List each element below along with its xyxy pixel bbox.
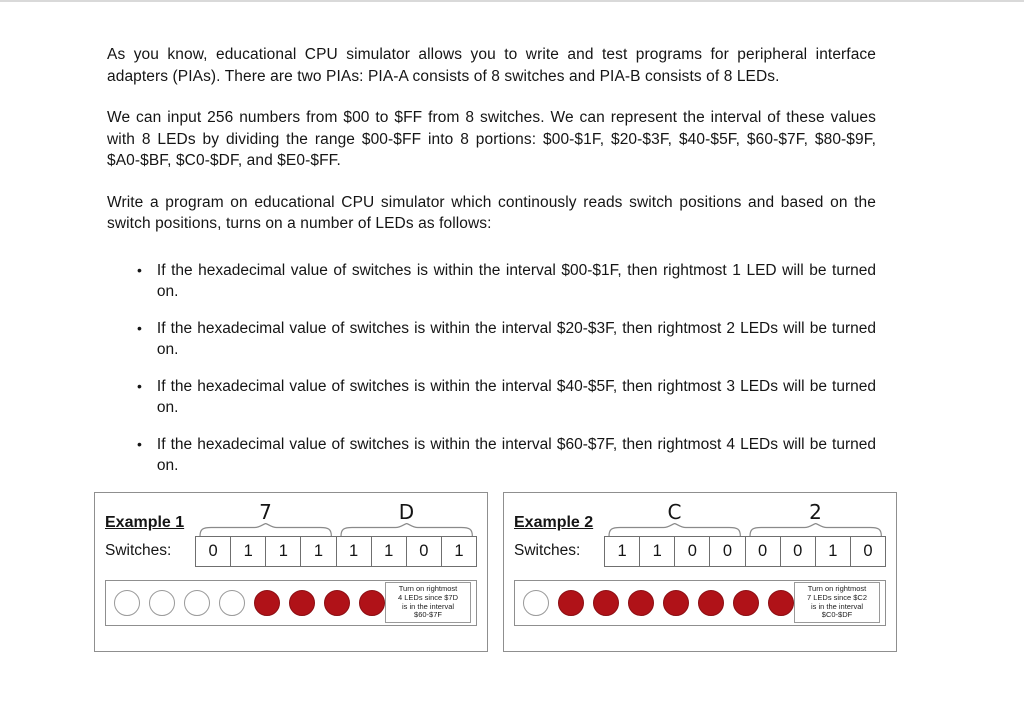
switch-row	[195, 536, 477, 567]
switch-cell: 1	[230, 537, 265, 566]
brace-icon	[748, 523, 883, 536]
note-line: $C0-$DF	[821, 610, 853, 620]
bullet-icon: •	[137, 319, 142, 336]
hex-braces	[195, 501, 477, 536]
example-label: Example 2	[514, 513, 594, 531]
note-line: $60-$7F	[414, 610, 442, 620]
led-panel	[514, 580, 886, 626]
list-item	[137, 318, 876, 361]
hex-digit: 2	[809, 499, 822, 524]
paragraph: As you know, educational CPU simulator allows you to write and test programs for peripheral interface adapters (PIAs). There are two PIAs: PIA-A consists of 8 switches and PIA-B consists of 8 LEDs.	[107, 46, 876, 85]
led-on	[768, 590, 794, 616]
switch-cell: 1	[441, 537, 476, 566]
switch-cell: 1	[265, 537, 300, 566]
switch-cell: 1	[815, 537, 850, 566]
examples-row	[94, 492, 876, 652]
brace-icon	[607, 523, 742, 536]
led-panel	[105, 580, 477, 626]
note-line: 4 LEDs since $7D	[397, 592, 459, 602]
switch-cell: 1	[300, 537, 335, 566]
bullet-text: If the hexadecimal value of switches is within the interval $40-$5F, then rightmost 3 LEDs will be turned on.	[156, 377, 876, 416]
led-on	[289, 590, 315, 616]
example-1-header	[105, 501, 477, 567]
hex-group-low	[745, 501, 886, 536]
switches-label: Switches:	[105, 542, 172, 559]
led-on	[324, 590, 350, 616]
list-item	[137, 376, 876, 419]
paragraph: We can input 256 numbers from $00 to $FF from 8 switches. We can represent the interval of these values with 8 LEDs by dividing the range $00-$FF into 8 portions: $00-$1F, $20-$3F, $40-$5F, $60-$7F, $80-$9F, $A0-$BF, $C0-$DF, and $E0-$FF.	[107, 109, 876, 169]
example-2-header	[514, 501, 886, 567]
hex-braces	[604, 501, 886, 536]
switches-label: Switches:	[514, 542, 581, 559]
bullet-text: If the hexadecimal value of switches is within the interval $60-$7F, then rightmost 4 LEDs will be turned on.	[156, 435, 876, 474]
bullet-icon: •	[137, 377, 142, 394]
switch-cell: 0	[406, 537, 441, 566]
bullet-icon: •	[137, 435, 142, 452]
hex-group-high	[604, 501, 745, 536]
led-row	[523, 590, 794, 616]
switch-cell: 0	[780, 537, 815, 566]
example-1-box	[94, 492, 488, 652]
list-item	[137, 434, 876, 477]
bullet-list	[137, 260, 876, 477]
led-note	[794, 582, 880, 622]
switch-cell: 1	[617, 541, 627, 560]
switch-cell: 0	[709, 537, 744, 566]
list-item	[137, 260, 876, 303]
led-on	[698, 590, 724, 616]
example-label: Example 1	[105, 513, 185, 531]
switch-cell: 1	[371, 537, 406, 566]
document-content	[0, 2, 1024, 652]
switch-cell: 0	[674, 537, 709, 566]
led-on	[593, 590, 619, 616]
brace-icon	[198, 523, 333, 536]
led-off	[523, 590, 549, 616]
note-line: 7 LEDs since $C2	[806, 592, 868, 602]
hex-group-low	[336, 501, 477, 536]
note-line: is in the interval	[401, 601, 455, 611]
hex-digit: D	[398, 499, 415, 524]
led-off	[114, 590, 140, 616]
hex-digit: 7	[259, 499, 272, 524]
hex-group-high	[195, 501, 336, 536]
led-note	[385, 582, 471, 622]
led-row	[114, 590, 385, 616]
led-on	[359, 590, 385, 616]
led-off	[184, 590, 210, 616]
switch-cell: 0	[850, 537, 885, 566]
switch-row	[604, 536, 886, 567]
led-off	[219, 590, 245, 616]
switch-cell: 1	[639, 537, 674, 566]
switch-cell: 1	[336, 537, 371, 566]
led-on	[254, 590, 280, 616]
led-on	[733, 590, 759, 616]
brace-icon	[339, 523, 474, 536]
led-on	[663, 590, 689, 616]
paragraph: Write a program on educational CPU simulator which continously reads switch positions and based on the switch positions, turns on a number of LEDs as follows:	[107, 193, 876, 232]
led-on	[558, 590, 584, 616]
example-2-box	[503, 492, 897, 652]
bullet-text: If the hexadecimal value of switches is within the interval $00-$1F, then rightmost 1 LED will be turned on.	[156, 261, 876, 300]
led-on	[628, 590, 654, 616]
bullet-icon: •	[137, 261, 142, 278]
switch-cell: 0	[745, 537, 780, 566]
note-line: Turn on rightmost	[807, 584, 867, 594]
switch-cell: 0	[208, 541, 218, 560]
bullet-text: If the hexadecimal value of switches is within the interval $20-$3F, then rightmost 2 LEDs will be turned on.	[156, 319, 876, 358]
note-line: Turn on rightmost	[398, 584, 458, 594]
led-off	[149, 590, 175, 616]
hex-digit: C	[667, 499, 682, 524]
note-line: is in the interval	[810, 601, 864, 611]
